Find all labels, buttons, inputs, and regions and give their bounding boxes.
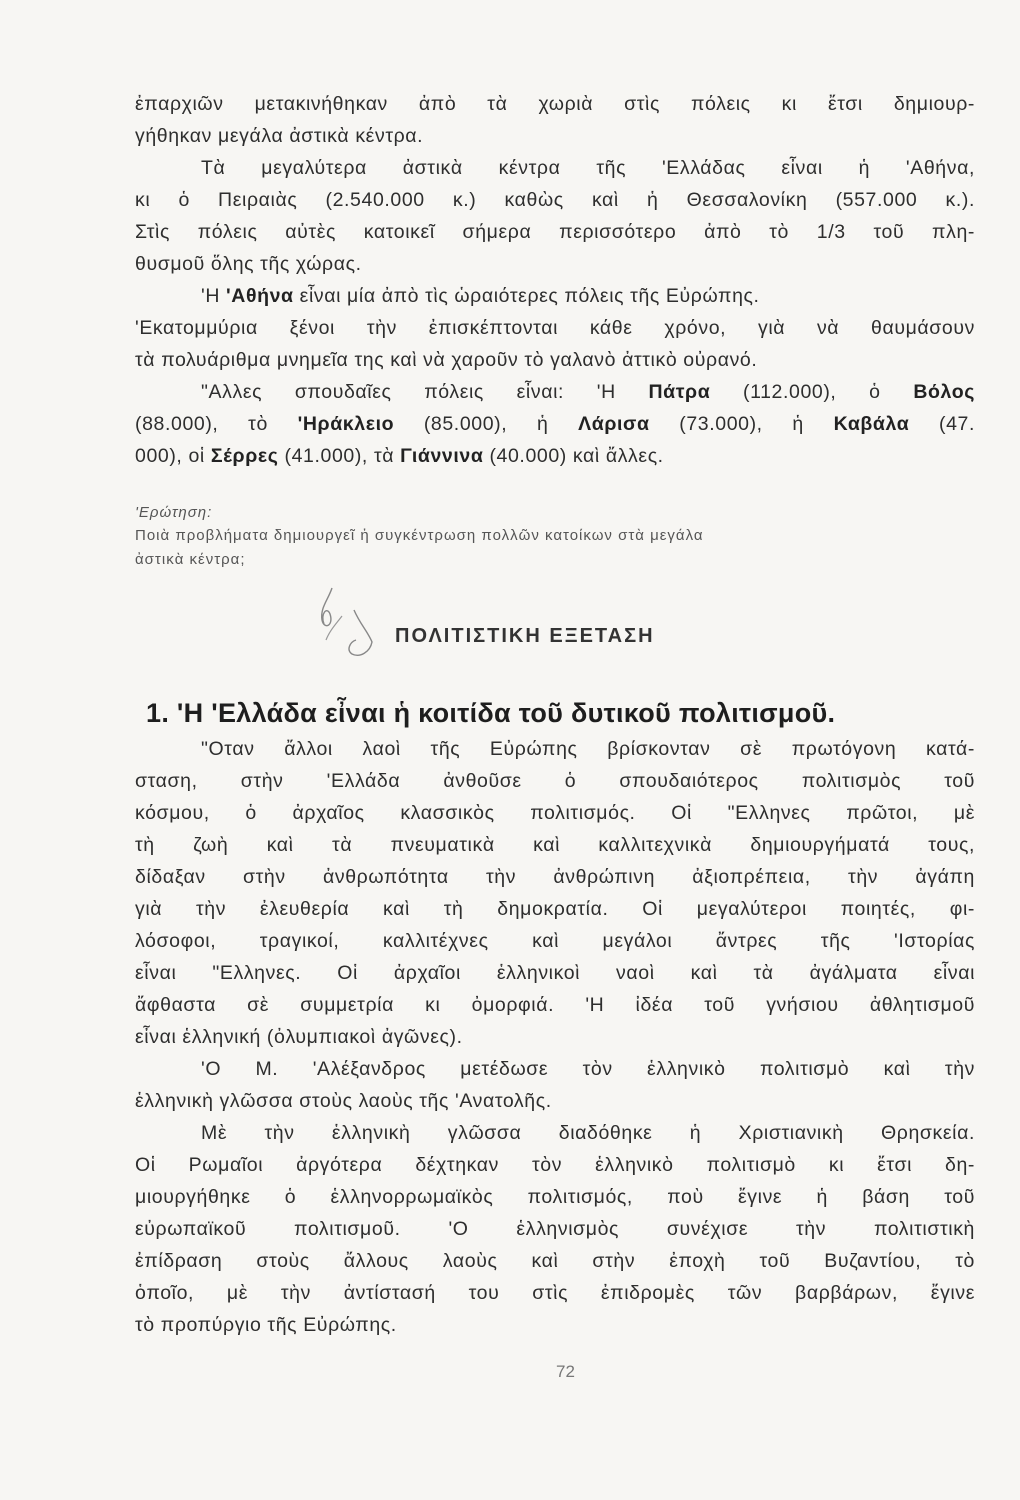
- text-line: ὁποῖο, μὲ τὴν ἀντίστασή του στὶς ἐπιδρομὲς τῶν βαρβάρων, ἔγινε: [135, 1282, 975, 1304]
- text-fragment: εἶναι μία ἀπὸ τὶς ὡραιότερες πόλεις τῆς Εὐρώπης.: [293, 285, 760, 307]
- text-line: "Οταν ἄλλοι λαοὶ τῆς Εὐρώπης βρίσκονταν σὲ πρωτόγονη κατά-: [201, 738, 975, 760]
- body-text-block: [135, 733, 975, 1341]
- text-line: σταση, στὴν 'Ελλάδα ἀνθοῦσε ὁ σπουδαιότερος πολιτισμὸς τοῦ: [135, 770, 975, 792]
- city-kavala: Καβάλα: [833, 413, 910, 435]
- text-fragment: (73.000), ἡ: [649, 413, 834, 435]
- handwritten-scribble: [290, 580, 390, 670]
- text-line: 'Εκατομμύρια ξένοι τὴν ἐπισκέπτονται κάθε χρόνο, γιὰ νὰ θαυμάσουν: [135, 317, 975, 339]
- text-line: Οἱ Ρωμαῖοι ἀργότερα δέχτηκαν τὸν ἑλληνικὸ πολιτισμὸ κι ἔτσι δη-: [135, 1154, 975, 1176]
- question-text: Ποιὰ προβλήματα δημιουργεῖ ἡ συγκέντρωση πολλῶν κατοίκων στὰ μεγάλα: [135, 527, 704, 544]
- text-line: ἐπίδραση στοὺς ἄλλους λαοὺς καὶ στὴν ἐποχὴ τοῦ Βυζαντίου, τὸ: [135, 1250, 975, 1272]
- text-fragment: 'Η: [201, 285, 227, 307]
- city-patra: Πάτρα: [648, 381, 711, 403]
- text-line: γιὰ τὴν ἐλευθερία καὶ τὴ δημοκρατία. Οἱ μεγαλύτεροι ποιητές, φι-: [135, 898, 975, 920]
- text-line: εἶναι ἑλληνική (ὀλυμπιακοὶ ἀγῶνες).: [135, 1026, 463, 1048]
- text-fragment: (112.000), ὁ: [710, 381, 914, 403]
- text-line: εἶναι "Ελληνες. Οἱ ἀρχαῖοι ἑλληνικοὶ ναοὶ καὶ τὰ ἀγάλματα εἶναι: [135, 962, 975, 984]
- text-line: τὴ ζωὴ καὶ τὰ πνευματικὰ καὶ καλλιτεχνικὰ δημιουργήματά τους,: [135, 834, 975, 856]
- text-line: θυσμοῦ ὅλης τῆς χώρας.: [135, 253, 362, 275]
- city-serres: Σέρρες: [210, 445, 279, 467]
- top-text-block: [135, 88, 975, 572]
- question-block: [135, 502, 975, 572]
- text-line: 'Ο Μ. 'Αλέξανδρος μετέδωσε τὸν ἑλληνικὸ πολιτισμὸ καὶ τὴν: [201, 1058, 975, 1080]
- text-line: Μὲ τὴν ἑλληνικὴ γλῶσσα διαδόθηκε ἡ Χριστιανικὴ Θρησκεία.: [201, 1122, 975, 1144]
- city-giannina: Γιάννινα: [400, 445, 484, 467]
- city-athens: 'Αθήνα: [226, 285, 294, 307]
- text-line: [135, 440, 975, 472]
- text-line: τὸ προπύργιο τῆς Εὐρώπης.: [135, 1314, 397, 1336]
- text-line: τὰ πολυάριθμα μνημεῖα της καὶ νὰ χαροῦν τὸ γαλανὸ ἀττικὸ οὐρανό.: [135, 349, 758, 371]
- text-fragment: (85.000), ἡ: [394, 413, 579, 435]
- text-line: κι ὁ Πειραιὰς (2.540.000 κ.) καθὼς καὶ ἡ Θεσσαλονίκη (557.000 κ.).: [135, 189, 975, 211]
- text-line: [135, 376, 975, 408]
- city-irakleio: 'Ηράκλειο: [297, 413, 395, 435]
- text-line: δίδαξαν στὴν ἀνθρωπότητα τὴν ἀνθρώπινη ἀξιοπρέπεια, τὴν ἀγάπη: [135, 866, 975, 888]
- text-line: [135, 408, 975, 440]
- text-line: εὐρωπαϊκοῦ πολιτισμοῦ. 'Ο ἑλληνισμὸς συνέχισε τὴν πολιτιστικὴ: [135, 1218, 975, 1240]
- text-line: Τὰ μεγαλύτερα ἀστικὰ κέντρα τῆς 'Ελλάδας εἶναι ἡ 'Αθήνα,: [201, 157, 975, 179]
- main-heading: 1. 'Η 'Ελλάδα εἶναι ἡ κοιτίδα τοῦ δυτικοῦ πολιτισμοῦ.: [146, 698, 836, 728]
- text-fragment: (41.000), τὰ: [278, 445, 401, 467]
- page-number: 72: [556, 1362, 575, 1381]
- text-line: γήθηκαν μεγάλα ἀστικὰ κέντρα.: [135, 125, 424, 147]
- text-line: [135, 280, 975, 312]
- text-line: ἑλληνικὴ γλῶσσα στοὺς λαοὺς τῆς 'Ανατολῆς.: [135, 1090, 552, 1112]
- text-line: κόσμου, ὁ ἀρχαῖος κλασσικὸς πολιτισμός. Οἱ "Ελληνες πρῶτοι, μὲ: [135, 802, 975, 824]
- text-line: λόσοφοι, τραγικοί, καλλιτέχνες καὶ μεγάλοι ἄντρες τῆς 'Ιστορίας: [135, 930, 975, 952]
- city-larisa: Λάρισα: [578, 413, 650, 435]
- city-volos: Βόλος: [913, 381, 975, 403]
- section-header: ΠΟΛΙΤΙΣΤΙΚΗ ΕΞΕΤΑΣΗ: [395, 625, 655, 647]
- text-line: ἄφθαστα σὲ συμμετρία κι ὀμορφιά. 'Η ἰδέα τοῦ γνήσιου ἀθλητισμοῦ: [135, 994, 975, 1016]
- text-line: ἐπαρχιῶν μετακινήθηκαν ἀπὸ τὰ χωριὰ στὶς πόλεις κι ἔτσι δημιουρ-: [135, 93, 975, 115]
- text-fragment: 000), οἱ: [135, 445, 211, 467]
- text-line: μιουργήθηκε ὁ ἑλληνορρωμαϊκὸς πολιτισμός, ποὺ ἔγινε ἡ βάση τοῦ: [135, 1186, 975, 1208]
- question-label: 'Ερώτηση:: [135, 504, 213, 521]
- text-fragment: (40.000) καὶ ἄλλες.: [483, 445, 664, 467]
- text-line: Στὶς πόλεις αὐτὲς κατοικεῖ σήμερα περισσότερο ἀπὸ τὸ 1/3 τοῦ πλη-: [135, 221, 975, 243]
- question-text: ἀστικὰ κέντρα;: [135, 551, 246, 568]
- text-fragment: "Αλλες σπουδαῖες πόλεις εἶναι: 'Η: [201, 381, 649, 403]
- text-fragment: (47.: [909, 413, 976, 435]
- text-fragment: (88.000), τὸ: [135, 413, 298, 435]
